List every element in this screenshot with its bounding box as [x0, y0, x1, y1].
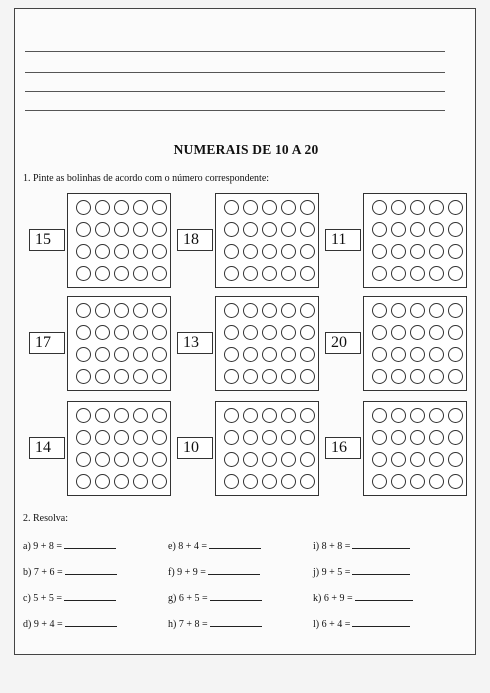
paint-circle[interactable] [448, 474, 463, 489]
paint-circle[interactable] [429, 303, 444, 318]
exercise [168, 566, 260, 578]
paint-circle[interactable] [114, 408, 129, 423]
paint-circle[interactable] [133, 474, 148, 489]
paint-circle[interactable] [133, 222, 148, 237]
paint-circle[interactable] [114, 244, 129, 259]
paint-circle[interactable] [410, 200, 425, 215]
dot-grid [372, 303, 463, 384]
paint-circle[interactable] [95, 200, 110, 215]
paint-circle[interactable] [300, 244, 315, 259]
paint-circle[interactable] [152, 244, 167, 259]
paint-circle[interactable] [152, 369, 167, 384]
dot-card [215, 193, 319, 288]
paint-circle[interactable] [262, 325, 277, 340]
paint-circle[interactable] [133, 347, 148, 362]
paint-circle[interactable] [133, 266, 148, 281]
paint-circle[interactable] [76, 408, 91, 423]
paint-circle[interactable] [448, 244, 463, 259]
number-box: 13 [177, 332, 213, 354]
paint-circle[interactable] [281, 266, 296, 281]
number-box: 20 [325, 332, 361, 354]
paint-circle[interactable] [243, 408, 258, 423]
paint-circle[interactable] [448, 347, 463, 362]
dot-card [67, 401, 171, 496]
paint-circle[interactable] [410, 369, 425, 384]
paint-circle[interactable] [133, 369, 148, 384]
question-1-label: 1. Pinte as bolinhas de acordo com o número correspondente: [23, 173, 270, 184]
paint-circle[interactable] [152, 222, 167, 237]
paint-circle[interactable] [224, 325, 239, 340]
paint-circle[interactable] [95, 474, 110, 489]
paint-circle[interactable] [262, 474, 277, 489]
paint-circle[interactable] [391, 325, 406, 340]
paint-circle[interactable] [372, 266, 387, 281]
paint-circle[interactable] [372, 325, 387, 340]
paint-circle[interactable] [243, 266, 258, 281]
paint-circle[interactable] [243, 244, 258, 259]
paint-circle[interactable] [372, 452, 387, 467]
paint-circle[interactable] [262, 222, 277, 237]
paint-circle[interactable] [224, 347, 239, 362]
paint-circle[interactable] [300, 369, 315, 384]
writing-line [25, 72, 445, 73]
paint-circle[interactable] [243, 430, 258, 445]
worksheet-title: NUMERAIS DE 10 A 20 [173, 142, 319, 157]
paint-circle[interactable] [372, 303, 387, 318]
paint-circle[interactable] [95, 369, 110, 384]
paint-circle[interactable] [429, 452, 444, 467]
paint-circle[interactable] [448, 369, 463, 384]
answer-blank[interactable] [355, 592, 413, 601]
paint-circle[interactable] [152, 200, 167, 215]
paint-circle[interactable] [114, 325, 129, 340]
paint-circle[interactable] [262, 430, 277, 445]
paint-circle[interactable] [262, 266, 277, 281]
paint-circle[interactable] [152, 266, 167, 281]
number-box: 11 [325, 229, 361, 251]
paint-circle[interactable] [133, 430, 148, 445]
number-box: 17 [29, 332, 65, 354]
paint-circle[interactable] [391, 303, 406, 318]
exercise-text: g) 6 + 5 = [168, 593, 208, 604]
paint-circle[interactable] [76, 266, 91, 281]
paint-circle[interactable] [391, 452, 406, 467]
paint-circle[interactable] [448, 408, 463, 423]
paint-circle[interactable] [114, 303, 129, 318]
paint-circle[interactable] [114, 222, 129, 237]
paint-circle[interactable] [152, 325, 167, 340]
paint-circle[interactable] [429, 430, 444, 445]
paint-circle[interactable] [133, 408, 148, 423]
paint-circle[interactable] [76, 303, 91, 318]
writing-line [25, 51, 445, 52]
paint-circle[interactable] [224, 408, 239, 423]
answer-blank[interactable] [210, 592, 262, 601]
paint-circle[interactable] [152, 452, 167, 467]
paint-circle[interactable] [410, 408, 425, 423]
dot-card [215, 401, 319, 496]
exercise [168, 540, 261, 552]
paint-circle[interactable] [300, 347, 315, 362]
paint-circle[interactable] [224, 200, 239, 215]
paint-circle[interactable] [429, 347, 444, 362]
paint-circle[interactable] [243, 200, 258, 215]
paint-circle[interactable] [76, 474, 91, 489]
paint-circle[interactable] [224, 303, 239, 318]
paint-circle[interactable] [372, 474, 387, 489]
paint-circle[interactable] [76, 244, 91, 259]
paint-circle[interactable] [152, 430, 167, 445]
paint-circle[interactable] [372, 347, 387, 362]
paint-circle[interactable] [114, 452, 129, 467]
paint-circle[interactable] [133, 200, 148, 215]
exercise [168, 618, 262, 630]
exercise [313, 566, 410, 578]
exercise-text: e) 8 + 4 = [168, 541, 208, 552]
paint-circle[interactable] [243, 347, 258, 362]
paint-circle[interactable] [95, 430, 110, 445]
paint-circle[interactable] [281, 200, 296, 215]
paint-circle[interactable] [281, 347, 296, 362]
dot-card [363, 193, 467, 288]
dot-grid [76, 408, 167, 489]
paint-circle[interactable] [95, 266, 110, 281]
paint-circle[interactable] [410, 430, 425, 445]
exercise [313, 540, 410, 552]
paint-circle[interactable] [391, 430, 406, 445]
paint-circle[interactable] [281, 222, 296, 237]
paint-circle[interactable] [152, 347, 167, 362]
paint-circle[interactable] [224, 244, 239, 259]
paint-circle[interactable] [391, 244, 406, 259]
dot-card [215, 296, 319, 391]
paint-circle[interactable] [429, 266, 444, 281]
paint-circle[interactable] [262, 200, 277, 215]
paint-circle[interactable] [114, 347, 129, 362]
paint-circle[interactable] [281, 452, 296, 467]
exercise-text: c) 5 + 5 = [23, 593, 63, 604]
paint-circle[interactable] [243, 325, 258, 340]
paint-circle[interactable] [372, 200, 387, 215]
dot-grid [76, 303, 167, 384]
paint-circle[interactable] [76, 369, 91, 384]
paint-circle[interactable] [224, 266, 239, 281]
worksheet-page [14, 8, 476, 655]
paint-circle[interactable] [224, 474, 239, 489]
paint-circle[interactable] [391, 408, 406, 423]
dot-grid [76, 200, 167, 281]
answer-blank[interactable] [64, 540, 116, 549]
paint-circle[interactable] [76, 200, 91, 215]
answer-blank[interactable] [64, 592, 116, 601]
exercise [313, 618, 410, 630]
paint-circle[interactable] [262, 347, 277, 362]
paint-circle[interactable] [429, 369, 444, 384]
paint-circle[interactable] [224, 452, 239, 467]
paint-circle[interactable] [448, 430, 463, 445]
paint-circle[interactable] [281, 303, 296, 318]
paint-circle[interactable] [372, 244, 387, 259]
paint-circle[interactable] [114, 369, 129, 384]
paint-circle[interactable] [133, 303, 148, 318]
paint-circle[interactable] [410, 474, 425, 489]
writing-line [25, 110, 445, 111]
paint-circle[interactable] [76, 347, 91, 362]
paint-circle[interactable] [448, 200, 463, 215]
paint-circle[interactable] [262, 369, 277, 384]
answer-blank[interactable] [208, 566, 260, 575]
paint-circle[interactable] [95, 452, 110, 467]
writing-line [25, 91, 445, 92]
paint-circle[interactable] [262, 303, 277, 318]
paint-circle[interactable] [114, 430, 129, 445]
paint-circle[interactable] [410, 244, 425, 259]
paint-circle[interactable] [95, 325, 110, 340]
paint-circle[interactable] [224, 430, 239, 445]
paint-circle[interactable] [300, 452, 315, 467]
paint-circle[interactable] [95, 347, 110, 362]
exercise-text: i) 8 + 8 = [313, 541, 351, 552]
paint-circle[interactable] [429, 325, 444, 340]
exercise [168, 592, 262, 604]
exercise [23, 592, 116, 604]
exercise-text: a) 9 + 8 = [23, 541, 63, 552]
paint-circle[interactable] [372, 222, 387, 237]
paint-circle[interactable] [429, 244, 444, 259]
paint-circle[interactable] [281, 474, 296, 489]
exercise [23, 540, 116, 552]
exercise [23, 618, 117, 630]
paint-circle[interactable] [300, 200, 315, 215]
number-box: 14 [29, 437, 65, 459]
paint-circle[interactable] [391, 222, 406, 237]
paint-circle[interactable] [448, 325, 463, 340]
exercise-text: d) 9 + 4 = [23, 619, 63, 630]
paint-circle[interactable] [410, 325, 425, 340]
paint-circle[interactable] [114, 266, 129, 281]
paint-circle[interactable] [76, 222, 91, 237]
dot-grid [224, 408, 315, 489]
exercise [23, 566, 117, 578]
paint-circle[interactable] [262, 244, 277, 259]
dot-card [363, 401, 467, 496]
number-box: 16 [325, 437, 361, 459]
paint-circle[interactable] [429, 408, 444, 423]
exercise [313, 592, 413, 604]
paint-circle[interactable] [262, 452, 277, 467]
paint-circle[interactable] [76, 452, 91, 467]
paint-circle[interactable] [114, 474, 129, 489]
paint-circle[interactable] [152, 303, 167, 318]
dot-card [67, 193, 171, 288]
paint-circle[interactable] [391, 200, 406, 215]
paint-circle[interactable] [410, 222, 425, 237]
paint-circle[interactable] [152, 408, 167, 423]
paint-circle[interactable] [281, 244, 296, 259]
exercise-text: h) 7 + 8 = [168, 619, 208, 630]
answer-blank[interactable] [209, 540, 261, 549]
paint-circle[interactable] [448, 303, 463, 318]
paint-circle[interactable] [243, 222, 258, 237]
answer-blank[interactable] [65, 566, 117, 575]
paint-circle[interactable] [410, 347, 425, 362]
number-box: 15 [29, 229, 65, 251]
paint-circle[interactable] [372, 369, 387, 384]
answer-blank[interactable] [352, 618, 410, 627]
paint-circle[interactable] [281, 325, 296, 340]
answer-blank[interactable] [352, 540, 410, 549]
dot-grid [224, 200, 315, 281]
exercise-text: k) 6 + 9 = [313, 593, 353, 604]
paint-circle[interactable] [95, 303, 110, 318]
paint-circle[interactable] [76, 430, 91, 445]
paint-circle[interactable] [114, 200, 129, 215]
paint-circle[interactable] [133, 325, 148, 340]
paint-circle[interactable] [410, 452, 425, 467]
paint-circle[interactable] [448, 222, 463, 237]
paint-circle[interactable] [95, 244, 110, 259]
exercise-text: b) 7 + 6 = [23, 567, 63, 578]
paint-circle[interactable] [429, 222, 444, 237]
paint-circle[interactable] [243, 452, 258, 467]
paint-circle[interactable] [391, 369, 406, 384]
paint-circle[interactable] [300, 474, 315, 489]
number-box: 18 [177, 229, 213, 251]
answer-blank[interactable] [352, 566, 410, 575]
paint-circle[interactable] [372, 408, 387, 423]
dot-grid [372, 408, 463, 489]
paint-circle[interactable] [391, 347, 406, 362]
paint-circle[interactable] [410, 266, 425, 281]
paint-circle[interactable] [300, 266, 315, 281]
paint-circle[interactable] [152, 474, 167, 489]
paint-circle[interactable] [95, 408, 110, 423]
paint-circle[interactable] [243, 474, 258, 489]
answer-blank[interactable] [65, 618, 117, 627]
question-2-label: 2. Resolva: [23, 513, 68, 524]
paint-circle[interactable] [391, 474, 406, 489]
paint-circle[interactable] [281, 369, 296, 384]
paint-circle[interactable] [448, 452, 463, 467]
dot-grid [224, 303, 315, 384]
paint-circle[interactable] [410, 303, 425, 318]
paint-circle[interactable] [243, 303, 258, 318]
dot-card [67, 296, 171, 391]
dot-card [363, 296, 467, 391]
paint-circle[interactable] [133, 244, 148, 259]
paint-circle[interactable] [372, 430, 387, 445]
number-box: 10 [177, 437, 213, 459]
dot-grid [372, 200, 463, 281]
paint-circle[interactable] [429, 474, 444, 489]
paint-circle[interactable] [300, 408, 315, 423]
paint-circle[interactable] [300, 430, 315, 445]
paint-circle[interactable] [224, 369, 239, 384]
paint-circle[interactable] [224, 222, 239, 237]
paint-circle[interactable] [300, 303, 315, 318]
exercise-text: l) 6 + 4 = [313, 619, 351, 630]
answer-blank[interactable] [210, 618, 262, 627]
paint-circle[interactable] [133, 452, 148, 467]
paint-circle[interactable] [243, 369, 258, 384]
paint-circle[interactable] [300, 222, 315, 237]
paint-circle[interactable] [262, 408, 277, 423]
exercise-text: f) 9 + 9 = [168, 567, 206, 578]
paint-circle[interactable] [448, 266, 463, 281]
paint-circle[interactable] [76, 325, 91, 340]
paint-circle[interactable] [281, 430, 296, 445]
paint-circle[interactable] [281, 408, 296, 423]
paint-circle[interactable] [391, 266, 406, 281]
exercise-text: j) 9 + 5 = [313, 567, 351, 578]
paint-circle[interactable] [95, 222, 110, 237]
paint-circle[interactable] [300, 325, 315, 340]
paint-circle[interactable] [429, 200, 444, 215]
